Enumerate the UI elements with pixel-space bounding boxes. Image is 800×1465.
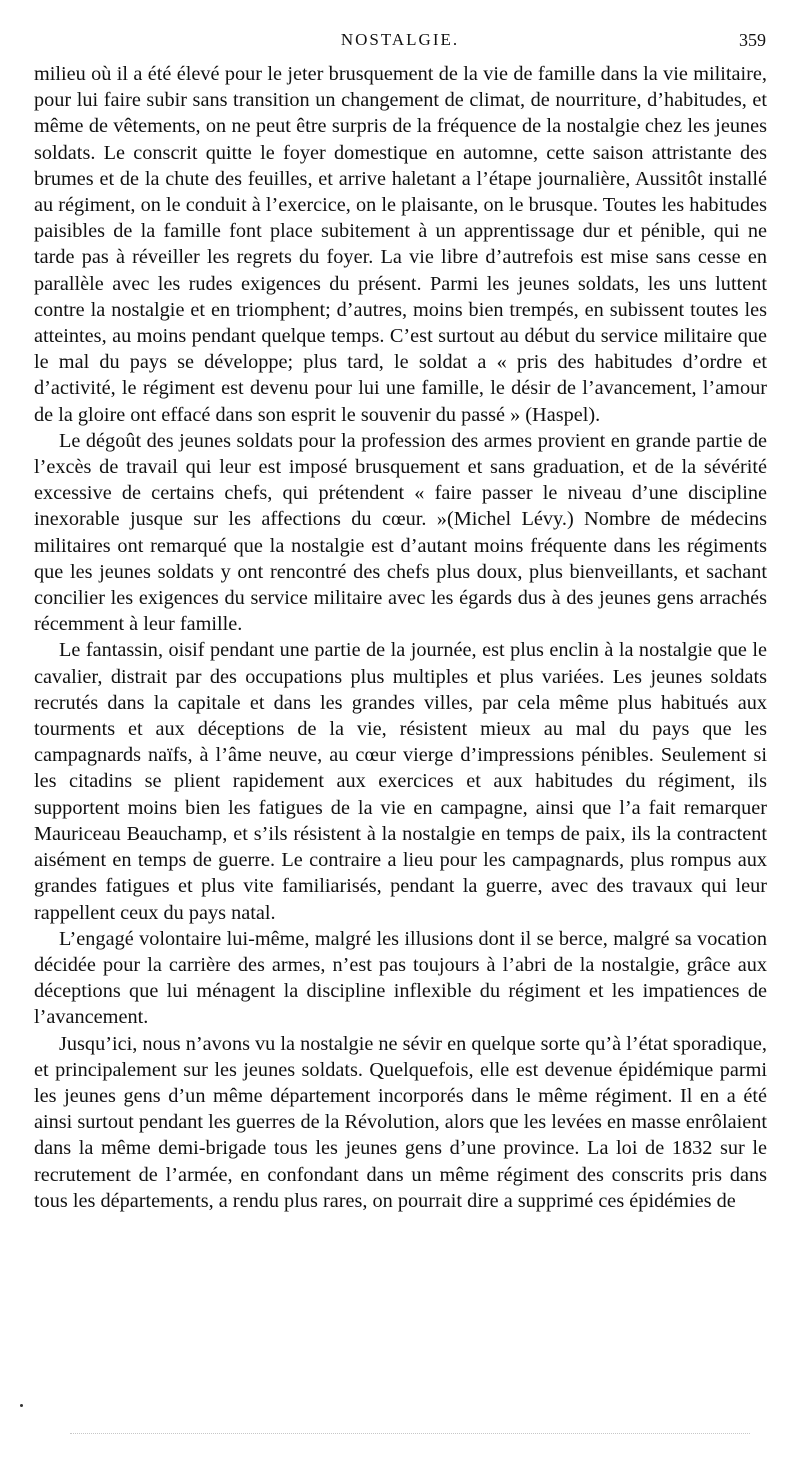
paragraph: Le fantassin, oisif pendant une partie de la journée, est plus enclin à la nostalgie que le cavalier, distrait par des occupations plus multiples et plus variées. Les jeunes soldats recrutés dans la capitale et dans les grandes villes, par cela même plus habitués aux tourments et aux déceptions de la vie, résistent mieux au mal du pays que les campagnards naïfs, à l’âme neuve, au cœur vierge d’impressions pénibles. Seulement si les citadins se plient rapidement aux exercices et aux habitudes du régiment, ils supportent moins bien les fatigues de la vie en campagne, ainsi que l’a fait remarquer Mauriceau Beauchamp, et s’ils résistent à la nostalgie en temps de paix, ils la contractent aisément en temps de guerre. Le contraire a lieu pour les campagnards, plus rompus aux grandes fatigues et plus vite familiarisés, pendant la guerre, avec des travaux qui leur rappellent ceux du pays natal. — [34, 639, 767, 924]
margin-speck — [20, 1404, 23, 1407]
bottom-show-through — [70, 1433, 750, 1438]
body-text — [34, 61, 767, 1214]
paragraph-continuation: milieu où il a été élevé pour le jeter brusquement de la vie de famille dans la vie militaire, pour lui faire subir sans transition un changement de climat, de nourriture, d’habitudes, et même de vêtements, on ne peut être surpris de la fréquence de la nostalgie chez les jeunes soldats. Le conscrit quitte le foyer domestique en automne, cette saison attristante des brumes et de la chute des feuilles, et arrive haletant a l’étape journalière, Aussitôt installé au régiment, on le conduit à l’exercice, on le plaisante, on le brusque. Toutes les habitudes paisibles de la famille font place subitement à un apprentissage dur et pénible, qui ne tarde pas à réveiller les regrets du foyer. La vie libre d’autrefois est mise sans cesse en parallèle avec les rudes exigences du présent. Parmi les jeunes soldats, les uns luttent contre la nostalgie et en triomphent; d’autres, moins bien trempés, en subissent toutes les atteintes, au moins pendant quelque temps. C’est surtout au début du service militaire que le mal du pays se développe; plus tard, le soldat a « pris des habitudes d’ordre et d’activité, le régiment est devenu pour lui une famille, le désir de l’avancement, l’amour de la gloire ont effacé dans son esprit le souvenir du passé » (Haspel). — [34, 63, 767, 426]
paragraph: Jusqu’ici, nous n’avons vu la nostalgie ne sévir en quelque sorte qu’à l’état sporadique, et principalement sur les jeunes soldats. Quelquefois, elle est devenue épidémique parmi les jeunes gens d’un même département incorporés dans le même régiment. Il en a été ainsi surtout pendant les guerres de la Révolution, alors que les levées en masse enrôlaient dans la même demi-brigade tous les jeunes gens d’une province. La loi de 1832 sur le recrutement de l’armée, en confondant dans un même régiment des conscrits pris dans tous les départements, a rendu plus rares, on pourrait dire a supprimé ces épidémies de — [34, 1032, 767, 1212]
paragraph: Le dégoût des jeunes soldats pour la profession des armes provient en grande partie de l’excès de travail qui leur est imposé brusquement et sans graduation, et de la sévérité excessive de certains chefs, qui prétendent « faire passer le niveau d’une discipline inexorable jusque sur les affections du cœur. »(Michel Lévy.) Nombre de médecins militaires ont remarqué que la nostalgie est d’autant moins fréquente dans les régiments que les jeunes soldats y ont rencontré des chefs plus doux, plus bienveillants, et sachant concilier les exigences du service militaire avec les égards dus à des jeunes gens arrachés récemment à leur famille. — [34, 429, 767, 636]
running-head — [34, 30, 766, 54]
page-title: NOSTALGIE. — [340, 30, 460, 49]
paragraph: L’engagé volontaire lui-même, malgré les illusions dont il se berce, malgré sa vocation décidée pour la carrière des armes, n’est pas toujours à l’abri de la nostalgie, grâce aux déceptions que lui ménagent la discipline inflexible du régiment et les impatiences de l’avancement. — [34, 927, 767, 1029]
page-number: 359 — [739, 30, 766, 50]
